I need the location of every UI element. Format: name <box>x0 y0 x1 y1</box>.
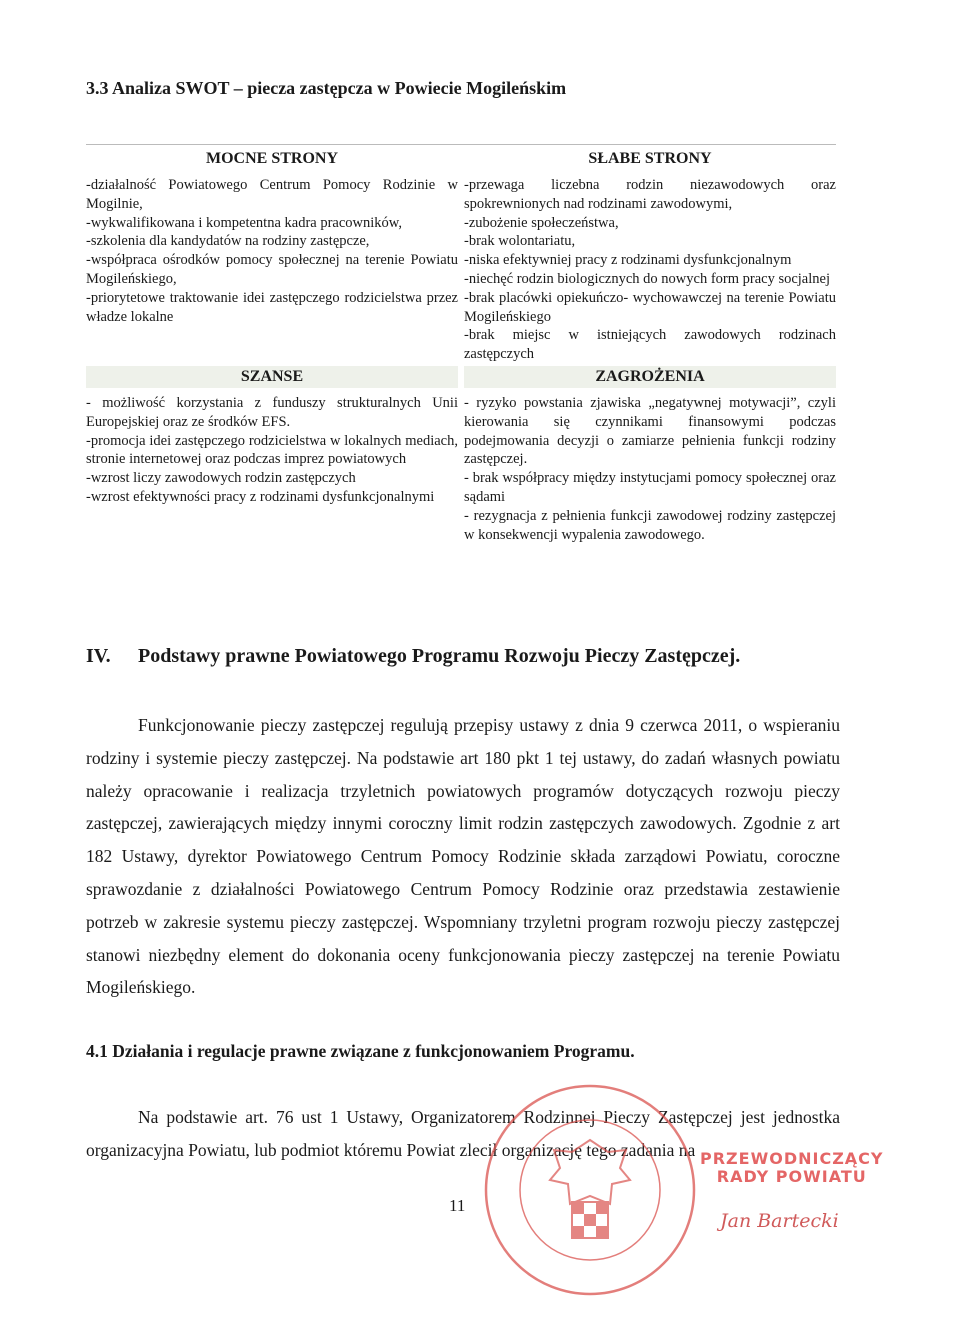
table-top-rule <box>86 144 836 145</box>
list-item: -priorytetowe traktowanie idei zastępczego rodzicielstwa przez władze lokalne <box>86 289 458 325</box>
list-item: - brak współpracy między instytucjami pomocy społecznej oraz sądami <box>464 470 836 505</box>
list-item: -wykwalifikowana i kompetentna kadra pracowników, <box>86 214 402 231</box>
chapter-title: Podstawy prawne Powiatowego Programu Rozwoju Pieczy Zastępczej. <box>138 645 741 667</box>
chapter-number: IV. <box>86 645 111 667</box>
weaknesses-heading: SŁABE STRONY <box>588 150 712 167</box>
list-item: -promocja idei zastępczego rodzicielstwa w lokalnych mediach, stronie internetowej oraz podczas imprez powiatowych <box>86 432 458 468</box>
list-item: -brak wolontariatu, <box>464 233 576 250</box>
list-item: -zubożenie społeczeństwa, <box>464 214 619 231</box>
official-stamp-icon <box>480 1080 700 1300</box>
signature-title-line1: PRZEWODNICZĄCY <box>700 1149 884 1168</box>
swot-row-bottom <box>86 364 836 544</box>
strengths-heading: MOCNE STRONY <box>205 150 338 167</box>
threats-heading: ZAGROŻENIA <box>464 366 836 388</box>
section-title: 3.3 Analiza SWOT – piecza zastępcza w Powiecie Mogileńskim <box>86 78 567 98</box>
opportunities-cell <box>86 364 458 544</box>
list-item: -brak placówki opiekuńczo- wychowawczej na terenie Powiatu Mogileńskiego <box>464 289 836 325</box>
subsection-title: 4.1 Działania i regulacje prawne związane z funkcjonowaniem Programu. <box>86 1041 635 1061</box>
page-number: 11 <box>449 1196 466 1215</box>
signature-title-line2: RADY POWIATU <box>716 1167 867 1186</box>
chapter-heading <box>86 645 740 668</box>
list-item: -współpraca ośrodków pomocy społecznej na terenie Powiatu Mogileńskiego, <box>86 252 458 287</box>
list-item: -niechęć rodzin biologicznych do nowych form pracy socjalnej <box>464 270 830 287</box>
body-paragraph: Funkcjonowanie pieczy zastępczej regulują przepisy ustawy z dnia 9 czerwca 2011, o wspieraniu rodziny i systemie pieczy zastępczej. Na podstawie art 180 pkt 1 tej ustawy, do zadań własnych powiatu należy opracowanie i realizacja trzyletnich powiatowych programów dotyczących rozwoju pieczy zastępczej, zawierających między innymi coroczny limit rodzin zastępczych zawodowych. Zgodnie z art 182 Ustawy, dyrektor Powiatowego Centrum Pomocy Rodzinie składa zarządowi Powiatu, coroczne sprawozdanie z działalności Powiatowego Centrum Pomocy Rodzinie oraz przedstawia zestawienie potrzeb w zakresie systemu pieczy zastępczej. Wspomniany trzyletni program rozwoju pieczy zastępczej stanowi niezbędny element do dokonania oceny funkcjonowania pieczy zastępczej na terenie Powiatu Mogileńskiego. <box>86 715 840 998</box>
list-item: -działalność Powiatowego Centrum Pomocy Rodzinie w Mogilnie, <box>86 177 458 212</box>
signature-block <box>700 1150 884 1186</box>
list-item: -wzrost efektywności pracy z rodzinami dysfunkcjonalnymi <box>86 488 435 505</box>
threats-cell <box>464 364 836 544</box>
swot-table <box>86 146 836 544</box>
list-item: - możliwość korzystania z funduszy strukturalnych Unii Europejskiej oraz ze środków EFS. <box>86 394 458 430</box>
list-item: -niska efektywniej pracy z rodzinami dysfunkcjonalnym <box>464 252 792 269</box>
opportunities-heading: SZANSE <box>86 366 458 388</box>
strengths-cell <box>86 146 458 364</box>
list-item: - rezygnacja z pełnienia funkcji zawodowej rodziny zastępczej w konsekwencji wypalenia zawodowego. <box>464 507 836 543</box>
list-item: -szkolenia dla kandydatów na rodziny zastępcze, <box>86 233 370 250</box>
swot-row-top <box>86 146 836 364</box>
list-item: - ryzyko powstania zjawiska „negatywnej motywacji”, czyli kierowania się czynnikami finansowymi podczas podejmowania decyzji o zamiarze pełnienia funkcji rodziny zastępczej. <box>464 394 836 468</box>
weaknesses-cell <box>464 146 836 364</box>
list-item: -przewaga liczebna rodzin niezawodowych oraz spokrewnionych nad rodzinami zawodowymi, <box>464 177 836 212</box>
list-item: -brak miejsc w istniejących zawodowych rodzinach zastępczych <box>464 327 836 363</box>
signature-name: Jan Bartecki <box>720 1210 839 1232</box>
body-paragraph: Na podstawie art. 76 ust 1 Ustawy, Organizatorem Rodzinnej Pieczy Zastępczej jest jednostka organizacyjna Powiatu, lub podmiot któremu Powiat zlecił organizację tego zadania na <box>86 1107 840 1160</box>
list-item: -wzrost liczy zawodowych rodzin zastępczych <box>86 470 356 487</box>
